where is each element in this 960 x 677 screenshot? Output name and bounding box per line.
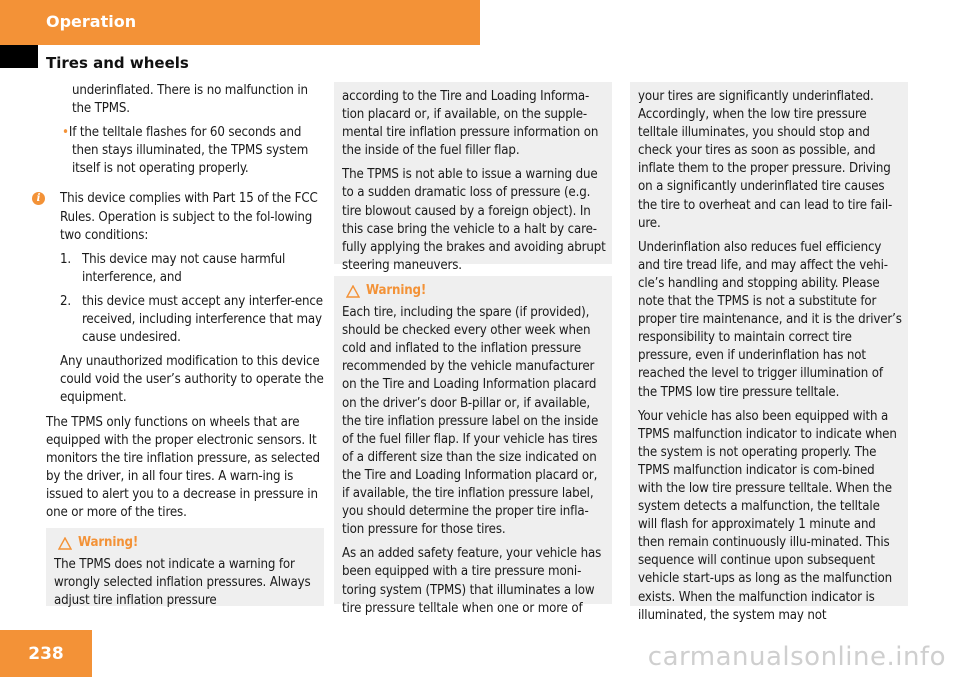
info-box — [334, 82, 612, 273]
info-note — [36, 190, 324, 244]
warning-box — [46, 528, 324, 609]
bullet-item — [46, 124, 324, 178]
bullet-text: If the telltale flashes for 60 seconds and then stays illuminated, the TPMS system itself is not operating properly. — [68, 125, 309, 177]
paragraph: underinflated. There is no malfunction in the TPMS. — [72, 83, 308, 117]
column-3 — [630, 82, 908, 623]
paragraph: The TPMS only functions on wheels that are equipped with the proper electronic sensors. It monitors the tire inflation pressure, as selected by the driver, in all four tires. A warn-ing is issued to alert you to a decrease in pressure in one or more of the tires. — [46, 414, 320, 520]
chapter-header — [0, 0, 480, 45]
paragraph: Any unauthorized modification to this device could void the user’s authority to operate the equipment. — [60, 354, 324, 406]
info-text: This device complies with Part 15 of the FCC Rules. Operation is subject to the fol-lowing two conditions: — [60, 191, 318, 243]
paragraph: your tires are significantly underinflated. Accordingly, when the low tire pressure telltale illuminates, you should stop and check your tires as soon as possible, and inflate them to the proper pressure. Driving on a significantly underinflated tire causes the tire to overheat and can lead to tire fail-ure. — [638, 89, 893, 231]
warning-box — [334, 276, 612, 616]
paragraph: Underinflation also reduces fuel efficiency and tire tread life, and may affect the vehi-cle’s handling and stopping ability. Please note that the TPMS is not a substitute for proper tire maintenance, and it is the driver’s responsibility to maintain correct tire pressure, even if underinflation has not reached the level to trigger illumination of the TPMS low tire pressure telltale. — [638, 239, 902, 400]
warning-heading: Warning! — [54, 534, 318, 552]
warning-heading: Warning! — [342, 282, 606, 300]
paragraph: Each tire, including the spare (if provided), should be checked every other week when cold and inflated to the inflation pressure recommended by the vehicle manufacturer on the Tire and Loading Information placard on the driver’s door B-pillar or, if available, the tire inflation pressure label on the inside of the fuel filler flap. If your vehicle has tires of a different size than the size indicated on the Tire and Loading Information placard or, if available, the tire inflation pressure label, you should determine the proper tire infla-tion pressure for those tires. — [342, 305, 599, 538]
column-2 — [334, 82, 612, 616]
list-item: 1. This device may not cause harmful interference, and — [60, 251, 286, 285]
paragraph: according to the Tire and Loading Informa-tion placard or, if available, on the supple-mental tire inflation pressure information on the inside of the fuel filler flap. — [342, 89, 599, 159]
warning-icon — [346, 285, 360, 298]
warning-continuation-box — [630, 82, 908, 623]
paragraph: As an added safety feature, your vehicle has been equipped with a tire pressure moni-toring system (TPMS) that illuminates a low tire pressure telltale when one or more of — [342, 546, 602, 616]
bullet-icon: • — [62, 125, 69, 141]
chapter-title: Operation — [46, 12, 137, 31]
list-item: 2. this device must accept any interfer-ence received, including interference that may cause undesired. — [60, 293, 323, 346]
section-marker — [0, 45, 38, 68]
paragraph: The TPMS is not able to issue a warning due to a sudden dramatic loss of pressure (e.g. tire blowout caused by a foreign object). In this case bring the vehicle to a halt by care-fully applying the brakes and avoiding abrupt steering maneuvers. — [342, 167, 606, 273]
warning-icon — [58, 537, 72, 550]
column-1 — [36, 82, 324, 609]
paragraph: Your vehicle has also been equipped with a TPMS malfunction indicator to indicate when the system is not operating properly. The TPMS malfunction indicator is com-bined with the low tire pressure telltale. When the system detects a malfunction, the telltale will flash for approximately 1 minute and then remain continuously illu-minated. This sequence will continue upon subsequent vehicle start-ups as long as the malfunction exists. When the malfunction indicator is illuminated, the system may not — [638, 408, 897, 623]
section-title: Tires and wheels — [46, 54, 189, 72]
warning-text: The TPMS does not indicate a warning for wrongly selected inflation pressures. Always adjust tire inflation pressure — [54, 557, 311, 609]
watermark: carmanualsonline.info — [647, 642, 946, 672]
page-number: 238 — [0, 630, 92, 677]
info-icon: i — [32, 192, 45, 205]
